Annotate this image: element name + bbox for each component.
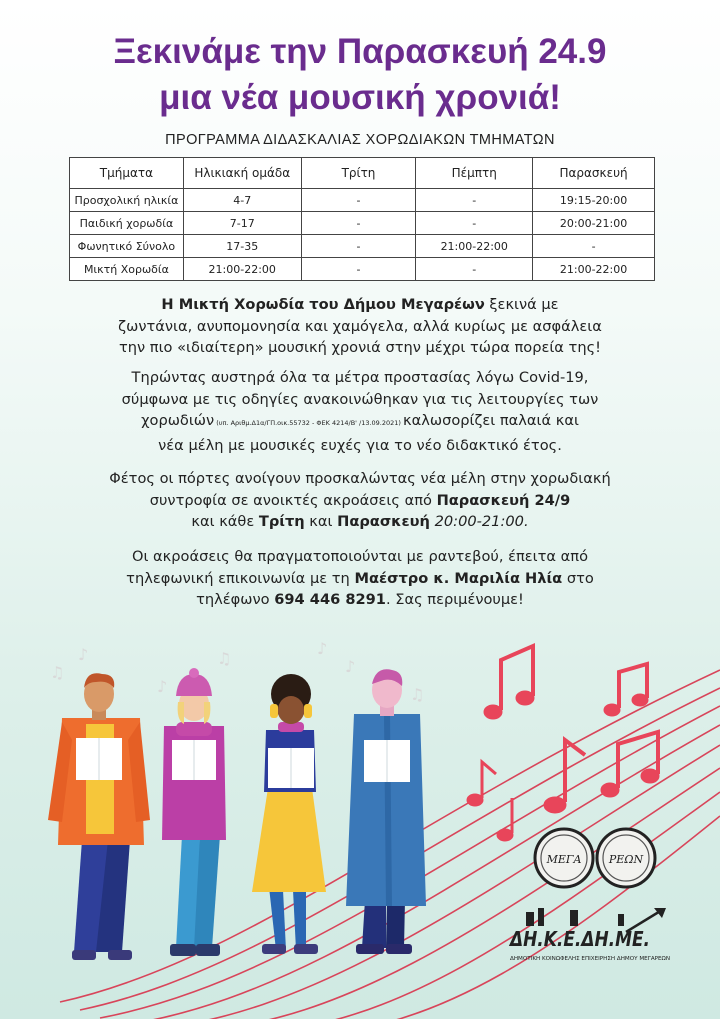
table-cell: 21:00-22:00 xyxy=(533,258,655,281)
text-span: τηλεφωνική επικοινωνία με τη xyxy=(126,569,355,587)
day-friday: Παρασκευή xyxy=(337,513,430,530)
day-tuesday: Τρίτη xyxy=(258,513,305,530)
start-date: Παρασκευή 24/9 xyxy=(436,491,571,509)
svg-text:♪: ♪ xyxy=(345,657,356,676)
singer-orange-jacket xyxy=(48,673,150,960)
city-coins-logo xyxy=(530,822,670,894)
text-span: ζωντάνια, ανυπομονησία και χαμόγελα, αλλά κυρίως με ασφάλεια xyxy=(118,317,602,335)
table-cell: 21:00-22:00 xyxy=(183,258,301,281)
text-span: Τηρώντας αυστηρά όλα τα μέτρα προστασίας λόγω Covid-19, xyxy=(131,369,589,386)
text-span: την πιο «ιδιαίτερη» μουσική χρονιά στην μέχρι τώρα πορεία της! xyxy=(118,339,602,356)
headline-line-1: Ξεκινάμε την Παρασκευή 24.9 xyxy=(113,32,607,71)
table-row xyxy=(70,258,655,281)
phone-number: 694 446 8291 xyxy=(274,591,386,608)
audition-time: 20:00-21:00. xyxy=(429,513,529,530)
text-span: . Σας περιμένουμε! xyxy=(385,591,524,608)
schedule-table xyxy=(69,157,655,281)
table-cell: 21:00-22:00 xyxy=(416,235,533,258)
text-span: και κάθε xyxy=(191,513,259,530)
paragraph-covid xyxy=(60,367,660,456)
text-span: χορωδιών xyxy=(141,412,215,429)
table-row xyxy=(70,189,655,212)
svg-text:♪: ♪ xyxy=(157,677,168,696)
table-cell: Παιδική χορωδία xyxy=(70,212,184,235)
org-acronym: ΔΗ.Κ.Ε.ΔΗ.ΜΕ. xyxy=(508,927,650,951)
schedule-title: ΠΡΟΓΡΑΜΜΑ ΔΙΔΑΣΚΑΛΙΑΣ ΧΟΡΩΔΙΑΚΩΝ ΤΜΗΜΑΤΩΝ xyxy=(165,132,555,148)
table-cell: 4-7 xyxy=(183,189,301,212)
text-span: τηλέφωνο xyxy=(196,591,275,608)
header-cell: Ηλικιακή ομάδα xyxy=(183,158,301,189)
table-cell: Μικτή Χορωδία xyxy=(70,258,184,281)
table-cell: - xyxy=(533,235,655,258)
table-cell: Φωνητικό Σύνολο xyxy=(70,235,184,258)
text-span: νέα μέλη με μουσικές ευχές για το νέο διδακτικό έτος. xyxy=(158,436,562,454)
table-cell: 17-35 xyxy=(183,235,301,258)
table-cell: 20:00-21:00 xyxy=(533,212,655,235)
coin-reon-text: ΡΕΩΝ xyxy=(608,853,644,866)
paragraph-contact xyxy=(60,546,660,611)
maestro-name: Μαέστρο κ. Μαριλία Ηλία xyxy=(354,569,563,587)
svg-text:♫: ♫ xyxy=(50,663,65,682)
header-cell: Πέμπτη xyxy=(416,158,533,189)
header-cell: Παρασκευή xyxy=(533,158,655,189)
text-span: και xyxy=(304,513,338,530)
red-music-notes xyxy=(467,646,659,841)
paragraph-intro xyxy=(60,294,660,359)
text-span: καλωσορίζει παλαιά και xyxy=(403,412,579,429)
table-row xyxy=(70,235,655,258)
choir-name: Η Μικτή Χορωδία του Δήμου Μεγαρέων xyxy=(161,296,485,313)
dikedime-logo xyxy=(508,906,674,968)
table-cell: - xyxy=(301,258,416,281)
singer-blue-coat xyxy=(346,669,426,954)
text-span: Φέτος οι πόρτες ανοίγουν προσκαλώντας νέα μέλη στην χορωδιακή xyxy=(109,470,611,487)
table-cell: - xyxy=(301,235,416,258)
svg-text:♫: ♫ xyxy=(410,685,425,704)
header-cell: Τρίτη xyxy=(301,158,416,189)
singer-pink-beanie xyxy=(162,668,226,956)
text-span: σύμφωνα με τις οδηγίες ανακοινώθηκαν για τις λειτουργίες των xyxy=(121,390,599,408)
table-cell: 19:15-20:00 xyxy=(533,189,655,212)
table-cell: - xyxy=(301,189,416,212)
svg-text:♪: ♪ xyxy=(78,645,89,664)
table-cell: - xyxy=(301,212,416,235)
svg-text:♫: ♫ xyxy=(217,649,232,668)
text-span: συντροφία σε ανοικτές ακροάσεις από xyxy=(149,491,437,509)
table-row xyxy=(70,212,655,235)
coin-mega-text: ΜΕΓΑ xyxy=(546,853,582,866)
table-header-row xyxy=(70,158,655,189)
org-full-name: ΔΗΜΟΤΙΚΗ ΚΟΙΝΩΦΕΛΗΣ ΕΠΙΧΕΙΡΗΣΗ ΔΗΜΟΥ ΜΕΓΑΡΕΩΝ xyxy=(510,956,670,962)
text-span: στο xyxy=(562,569,594,587)
table-cell: Προσχολική ηλικία xyxy=(70,189,184,212)
table-cell: - xyxy=(416,189,533,212)
text-span: Οι ακροάσεις θα πραγματοποιούνται με ραντεβού, έπειτα από xyxy=(131,548,589,565)
svg-text:♪: ♪ xyxy=(317,639,328,658)
header-cell: Τμήματα xyxy=(70,158,184,189)
singer-yellow-skirt xyxy=(252,674,326,954)
city-skyline-icon xyxy=(526,908,624,926)
text-span: ξεκινά με xyxy=(484,296,559,313)
paragraph-auditions xyxy=(60,468,660,533)
headline-line-2: μια νέα μουσική χρονιά! xyxy=(159,78,561,117)
table-cell: 7-17 xyxy=(183,212,301,235)
table-cell: - xyxy=(416,258,533,281)
legal-reference: (υπ. Αριθμ.Δ1α/ΓΠ.οικ.55732 - ΦΕΚ 4214/Β' /13.09.2021) xyxy=(214,419,404,427)
table-cell: - xyxy=(416,212,533,235)
